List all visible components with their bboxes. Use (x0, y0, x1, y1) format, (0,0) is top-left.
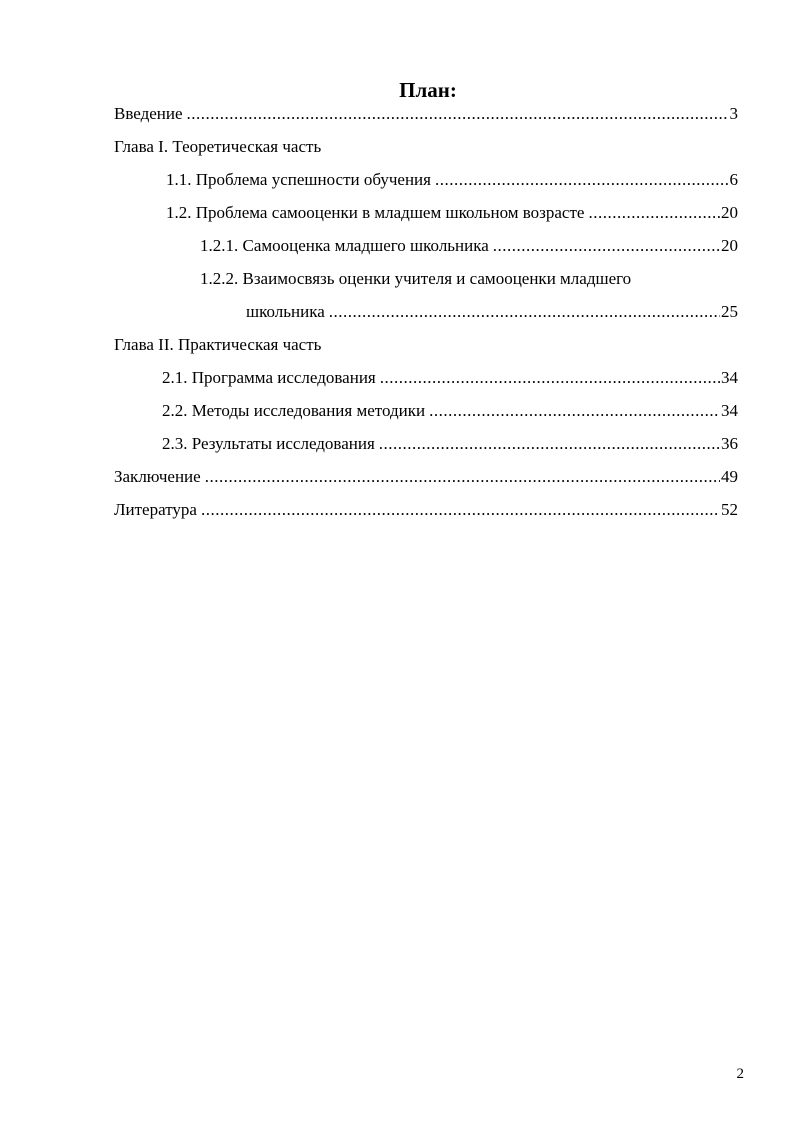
toc-entry-label: 1.2.1. Самооценка младшего школьника (200, 236, 489, 255)
page-number: 2 (736, 1066, 744, 1082)
toc-dot-leader (493, 229, 720, 262)
toc-entry (114, 163, 738, 196)
toc-entry-label: 2.1. Программа исследования (162, 368, 376, 387)
toc-dot-leader (429, 394, 720, 427)
toc-dot-leader (205, 460, 720, 493)
toc-entry-page: 6 (729, 170, 738, 189)
toc-entry-label: 2.2. Методы исследования методики (162, 401, 426, 420)
toc-dot-leader (435, 163, 729, 196)
toc-entry-label: Заключение (114, 467, 201, 486)
toc-dot-leader (329, 295, 720, 328)
toc-entry-page: 49 (721, 467, 738, 486)
toc-entry (114, 361, 738, 394)
toc-dot-leader (379, 427, 720, 460)
toc-entry-label: школьника (246, 302, 325, 321)
toc-dot-leader (187, 97, 729, 130)
toc-entry-label: 1.1. Проблема успешности обучения (166, 170, 431, 189)
toc-entry (114, 262, 738, 295)
toc-entry (114, 229, 738, 262)
toc-dot-leader (588, 196, 720, 229)
toc-entry-page: 52 (721, 500, 738, 519)
toc-dot-leader (201, 493, 720, 526)
toc-entry (114, 427, 738, 460)
toc-entry (114, 196, 738, 229)
toc-entry-label: 2.3. Результаты исследования (162, 434, 375, 453)
table-of-contents (114, 97, 738, 526)
toc-entry (114, 328, 738, 361)
page-title: План: (399, 78, 457, 102)
toc-entry-page: 34 (721, 401, 738, 420)
toc-entry-page: 25 (721, 302, 738, 321)
toc-entry (114, 460, 738, 493)
toc-entry (114, 493, 738, 526)
toc-entry (114, 130, 738, 163)
toc-entry-label: Глава I. Теоретическая часть (114, 137, 322, 156)
toc-entry-label: 1.2. Проблема самооценки в младшем школьном возрасте (166, 203, 585, 222)
toc-entry-label: Литература (114, 500, 197, 519)
toc-entry-page: 3 (729, 104, 738, 123)
toc-entry-label: Введение (114, 104, 183, 123)
toc-entry (114, 97, 738, 130)
toc-entry (114, 295, 738, 328)
toc-entry-page: 20 (721, 236, 738, 255)
toc-entry-label: Глава II. Практическая часть (114, 335, 322, 354)
toc-entry-label: 1.2.2. Взаимосвязь оценки учителя и самооценки младшего (200, 269, 632, 288)
toc-entry-page: 36 (721, 434, 738, 453)
toc-entry (114, 394, 738, 427)
toc-entry-page: 20 (721, 203, 738, 222)
toc-entry-page: 34 (721, 368, 738, 387)
toc-dot-leader (380, 361, 720, 394)
